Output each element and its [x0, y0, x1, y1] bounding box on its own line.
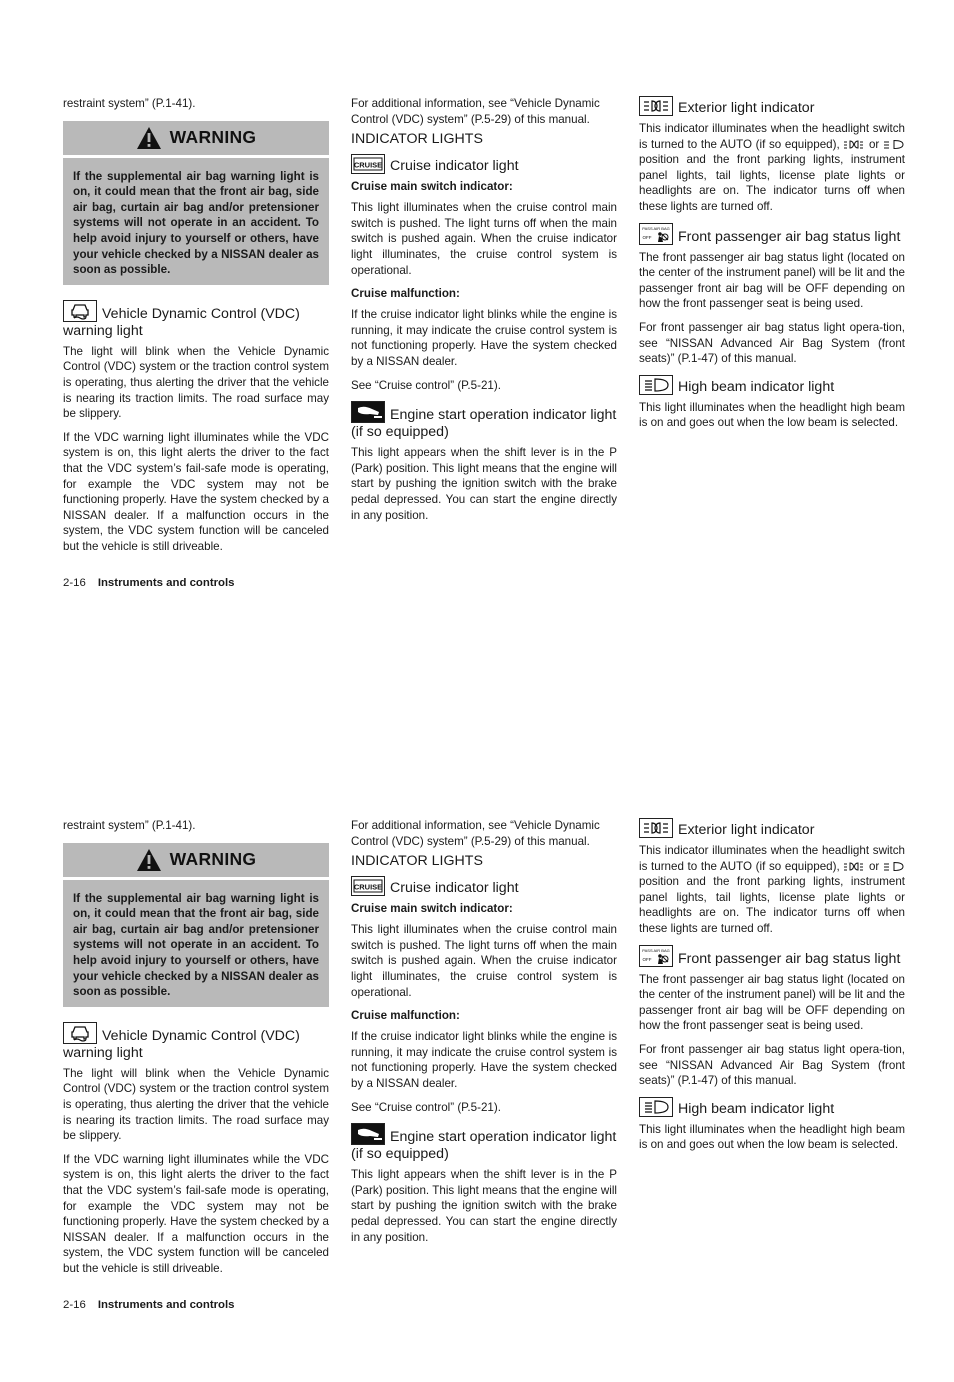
parking-light-icon [843, 861, 865, 872]
manual-page-bottom [0, 722, 954, 1382]
cruise-reference: See “Cruise control” (P.5-21). [351, 1100, 501, 1114]
exterior-light-text-a: This indicator illuminates when the headlight switch is turned to the AUTO (if so equipped), [639, 844, 905, 873]
exterior-light-header [639, 818, 905, 839]
high-beam-icon [639, 1097, 673, 1117]
cruise-icon-text: CRUISE [353, 160, 383, 170]
passenger-airbag-icon-top: PASS AIR BAG [642, 947, 670, 953]
engine-start-header [351, 401, 617, 441]
section-title: INDICATOR LIGHTS [351, 131, 483, 148]
foot-pedal-icon [351, 1123, 385, 1145]
exterior-light-or: or [868, 137, 880, 151]
malfunction-subheading: Cruise malfunction: [351, 1009, 460, 1023]
engine-start-header [351, 1123, 617, 1163]
vdc-paragraph-2: If the VDC warning light illuminates while the VDC system is on, this light alerts the driver to the fact that the VDC system’s fail-safe mode is operating, for example the VDC system may not be functioning properly. Have the system checked by a NISSAN dealer. If a malfunction occurs in the system, the VDC system function will be canceled but the vehicle is still driveable. [63, 430, 329, 553]
engine-start-paragraph: This light appears when the shift lever is in the P (Park) position. This light means that the engine will start by pushing the ignition switch with the brake pedal depressed. You can start the engine directly in any position. [351, 446, 617, 522]
high-beam-paragraph: This light illuminates when the headlight high beam is on and goes out when the low beam is selected. [639, 400, 905, 430]
cruise-icon [351, 154, 385, 174]
parking-light-icon [843, 139, 865, 150]
exterior-light-paragraph [639, 843, 905, 937]
warning-title: WARNING [169, 127, 257, 148]
passenger-airbag-header [639, 223, 905, 246]
section-title: INDICATOR LIGHTS [351, 853, 483, 870]
warning-title: WARNING [169, 849, 257, 870]
footer-section: Instruments and controls [97, 577, 235, 589]
page-footer [63, 577, 235, 589]
warning-header [63, 121, 329, 155]
exterior-light-paragraph [639, 121, 905, 215]
column-left [63, 818, 329, 1284]
vdc-icon [63, 1022, 97, 1044]
headlight-icon [883, 861, 905, 872]
vdc-reference: For additional information, see “Vehicle Dynamic Control (VDC) system” (P.5-29) of this manual. [351, 97, 600, 126]
passenger-airbag-header [639, 945, 905, 968]
cruise-icon [351, 876, 385, 896]
column-right [639, 96, 905, 439]
manual-page-top [0, 0, 954, 660]
cruise-icon-text: CRUISE [353, 882, 383, 892]
exterior-light-icon [639, 818, 673, 838]
exterior-light-icon [639, 96, 673, 116]
passenger-airbag-icon-off: OFF [642, 956, 652, 962]
engine-start-header-text: Engine start operation indicator light (if so equipped) [351, 407, 617, 441]
passenger-airbag-header-text: Front passenger air bag status light [678, 228, 901, 245]
high-beam-header [639, 375, 905, 396]
page-number: 2-16 [63, 1299, 86, 1311]
exterior-light-or: or [868, 859, 880, 873]
exterior-light-header-text: Exterior light indicator [678, 822, 815, 838]
vdc-header-text: Vehicle Dynamic Control (VDC) warning light [63, 305, 300, 339]
vdc-reference: For additional information, see “Vehicle Dynamic Control (VDC) system” (P.5-29) of this manual. [351, 819, 600, 848]
warning-text: If the supplemental air bag warning light is on, it could mean that the front air bag, side air bag, curtain air bag and/or pretensioner systems will not operate in an accident. To help avoid injury to yourself or others, have your vehicle checked by a NISSAN dealer as soon as possible. [63, 880, 329, 1007]
cruise-reference: See “Cruise control” (P.5-21). [351, 378, 501, 392]
cruise-header [351, 154, 617, 175]
malfunction-paragraph: If the cruise indicator light blinks while the engine is running, it may indicate the cruise control system is not functioning properly. Have the system checked by a NISSAN dealer. [351, 308, 617, 368]
lead-text: restraint system” (P.1-41). [63, 819, 196, 832]
engine-start-paragraph: This light appears when the shift lever is in the P (Park) position. This light means that the engine will start by pushing the ignition switch with the brake pedal depressed. You can start the engine directly in any position. [351, 1168, 617, 1244]
passenger-airbag-icon-off: OFF [642, 234, 652, 240]
high-beam-header [639, 1097, 905, 1118]
exterior-light-text-b: position and the front parking lights, instrument panel lights, tail lights, license plate lights or headlights are on. The indicator turns off when these lights are turned off. [639, 153, 905, 213]
vdc-paragraph-2: If the VDC warning light illuminates while the VDC system is on, this light alerts the driver to the fact that the VDC system’s fail-safe mode is operating, for example the VDC system may not be functioning properly. Have the system checked by a NISSAN dealer. If a malfunction occurs in the system, the VDC system function will be canceled but the vehicle is still driveable. [63, 1152, 329, 1275]
passenger-airbag-icon [639, 223, 673, 245]
warning-header [63, 843, 329, 877]
malfunction-subheading: Cruise malfunction: [351, 287, 460, 301]
high-beam-paragraph: This light illuminates when the headlight high beam is on and goes out when the low beam is selected. [639, 1122, 905, 1152]
page-footer [63, 1299, 235, 1311]
passenger-airbag-paragraph-1: The front passenger air bag status light (located on the center of the instrument panel) will be lit and the passenger front air bag will be OFF depending on how the front passenger seat is being used. [639, 250, 905, 311]
vdc-header [63, 300, 329, 340]
cruise-header [351, 876, 617, 897]
column-left [63, 96, 329, 562]
vdc-paragraph-1: The light will blink when the Vehicle Dynamic Control (VDC) system or the traction control system is operating, thus alerting the driver that the vehicle is nearing its traction limits. The road surface may be slippery. [63, 344, 329, 421]
exterior-light-header [639, 96, 905, 117]
exterior-light-header-text: Exterior light indicator [678, 100, 815, 116]
high-beam-header-text: High beam indicator light [678, 378, 835, 395]
footer-section: Instruments and controls [97, 1299, 235, 1311]
passenger-airbag-icon [639, 945, 673, 967]
warning-triangle-icon [136, 848, 162, 872]
passenger-airbag-paragraph-1: The front passenger air bag status light (located on the center of the instrument panel) will be lit and the passenger front air bag will be OFF depending on how the front passenger seat is being used. [639, 972, 905, 1033]
engine-start-header-text: Engine start operation indicator light (if so equipped) [351, 1129, 617, 1163]
passenger-airbag-paragraph-2: For front passenger air bag status light opera-tion, see “NISSAN Advanced Air Bag System (front seats)” (P.1-47) of this manual. [639, 1042, 905, 1088]
malfunction-paragraph: If the cruise indicator light blinks while the engine is running, it may indicate the cruise control system is not functioning properly. Have the system checked by a NISSAN dealer. [351, 1030, 617, 1090]
vdc-icon [63, 300, 97, 322]
exterior-light-text-a: This indicator illuminates when the headlight switch is turned to the AUTO (if so equipped), [639, 122, 905, 151]
high-beam-header-text: High beam indicator light [678, 1100, 835, 1117]
vdc-header [63, 1022, 329, 1062]
passenger-airbag-icon-top: PASS AIR BAG [642, 225, 670, 231]
column-middle [351, 96, 617, 531]
main-switch-subheading: Cruise main switch indicator: [351, 180, 513, 194]
column-middle [351, 818, 617, 1253]
cruise-header-text: Cruise indicator light [390, 158, 519, 175]
headlight-icon [883, 139, 905, 150]
foot-pedal-icon [351, 401, 385, 423]
warning-triangle-icon [136, 126, 162, 150]
cruise-header-text: Cruise indicator light [390, 880, 519, 897]
vdc-paragraph-1: The light will blink when the Vehicle Dynamic Control (VDC) system or the traction control system is operating, thus alerting the driver that the vehicle is nearing its traction limits. The road surface may be slippery. [63, 1066, 329, 1143]
passenger-airbag-paragraph-2: For front passenger air bag status light opera-tion, see “NISSAN Advanced Air Bag System (front seats)” (P.1-47) of this manual. [639, 320, 905, 366]
column-right [639, 818, 905, 1161]
passenger-airbag-header-text: Front passenger air bag status light [678, 950, 901, 967]
warning-text: If the supplemental air bag warning light is on, it could mean that the front air bag, side air bag, curtain air bag and/or pretensioner systems will not operate in an accident. To help avoid injury to yourself or others, have your vehicle checked by a NISSAN dealer as soon as possible. [63, 158, 329, 285]
high-beam-icon [639, 375, 673, 395]
main-switch-paragraph: This light illuminates when the cruise control main switch is pushed. The light turns off when the main switch is pushed again. When the cruise indicator light illuminates, the cruise control system is operational. [351, 923, 617, 999]
page-number: 2-16 [63, 577, 86, 589]
exterior-light-text-b: position and the front parking lights, instrument panel lights, tail lights, license plate lights or headlights are on. The indicator turns off when these lights are turned off. [639, 875, 905, 935]
main-switch-subheading: Cruise main switch indicator: [351, 902, 513, 916]
vdc-header-text: Vehicle Dynamic Control (VDC) warning light [63, 1027, 300, 1061]
main-switch-paragraph: This light illuminates when the cruise control main switch is pushed. The light turns off when the main switch is pushed again. When the cruise indicator light illuminates, the cruise control system is operational. [351, 201, 617, 277]
lead-text: restraint system” (P.1-41). [63, 97, 196, 110]
